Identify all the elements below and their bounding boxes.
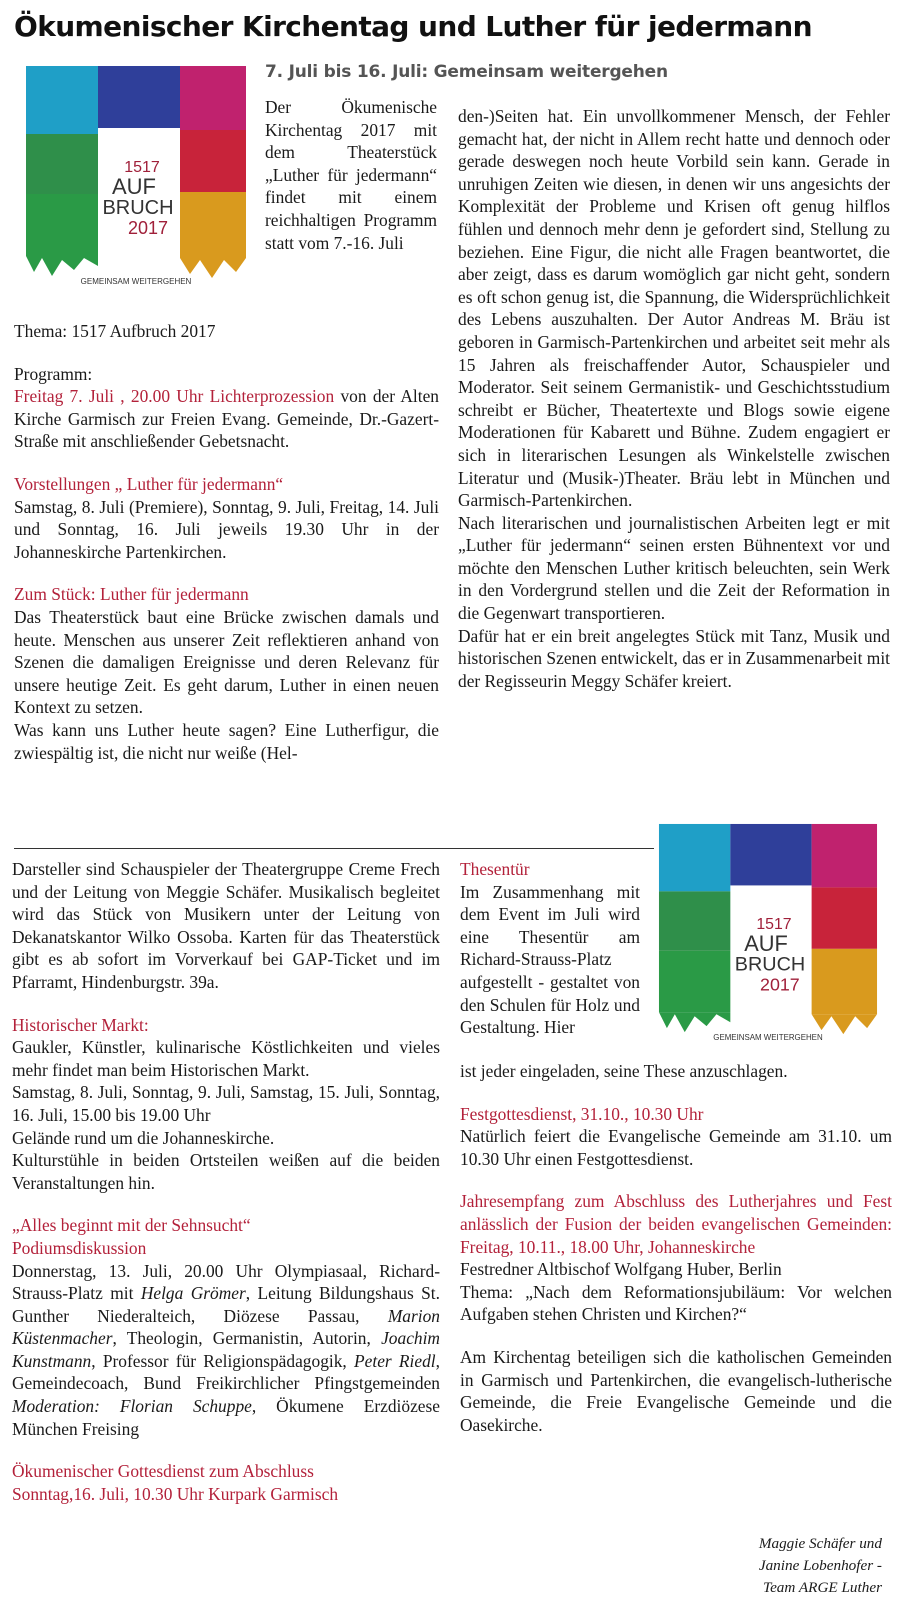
author-signature [712,1533,882,1599]
thesentuer-cont: ist jeder eingeladen, seine These anzuschlagen. [460,1061,788,1081]
right-column-p1: den-)Seiten hat. Ein unvollkommener Mensch, der Fehler gemacht hat, der nicht in Allem recht hatte und dennoch oder gerade deswegen noch heute Vorbild sein kann. Gerade in unruhigen Zeiten wie diesen, in denen wir uns angesichts der Komplexität der Probleme und Krisen oft genug hilflos fühlen und dennoch mehr denn je gefordert sind, Stellung zu beziehen. Eine Figur, die nicht alle Fragen beantwortet, die aber zeigt, dass es darum womöglich gar nicht geht, sondern es oft schon genug ist, die Spannung, die Widersprüchlichkeit des Lebens auszuhalten. Der Autor Andreas M. Bräu ist geboren in Garmisch-Partenkirchen und arbeitet seit mehr als 15 Jahren als freischaffender Autor, Schauspieler und Moderator. Seit seinem Germanistik- und Geschichtsstudium schreibt er Bücher, Theatertexte und Blogs sowie eigene Moderationen für Kabarett und Bühne. Zudem engagiert er sich in literarischen Lesungen als Winkelstelle zwischen Literatur und (Musik-)Theater. Bräu lebt in München und Garmisch-Partenkirchen. [458,106,890,511]
thema-line: Thema: 1517 Aufbruch 2017 [14,321,216,341]
thesentuer-text: Im Zusammenhang mit dem Event im Juli wird eine Thesentür am Richard-Strauss-Platz aufgestellt - gestaltet von den Schulen für Holz und Gestaltung. Hier [460,881,640,1038]
author-line2: Janine Lobenhofer - [758,1557,882,1574]
markt-p3: Gelände rund um die Johanneskirche. [12,1127,275,1148]
podium-name: Peter Riedl [354,1350,436,1371]
logo-year-bottom: 2017 [127,218,169,238]
jahresempfang-p1: Festredner Altbischof Wolfgang Huber, Berlin [460,1259,782,1280]
logo-line1: AUF [112,174,156,199]
festgottesdienst-heading: Festgottesdienst, 31.10., 10.30 Uhr [460,1103,704,1124]
intro-text: Der Ökumenische Kirchentag 2017 mit dem Theaterstück „Luther für jedermann“ findet mit einem reichhaltigen Programm statt vom 7.-16. Juli [265,97,437,253]
podium-text-part: , Leitung Bildungshaus St. Gunther Niederalteich, Diözese Passau, [12,1283,440,1326]
festgottesdienst-text: Natürlich feiert die Evangelische Gemeinde am 31.10. um 10.30 Uhr einen Festgottesdienst. [460,1126,892,1169]
darsteller-text: Darsteller sind Schauspieler der Theatergruppe Creme Frech und der Leitung von Meggie Schäfer. Musikalisch begleitet wird das Stück von Musikern unter der Leitung von Dekanatskantor Wilko Ossoba. Karten für das Theaterstück gibt es ab sofort im Vorverkauf bei GAP-Ticket und im Pfarramt, Hindenburgstr. 39a. [12,859,440,992]
podium-heading-1: „Alles beginnt mit der Sehnsucht“ [12,1215,251,1236]
markt-heading: Historischer Markt: [12,1014,149,1035]
friday-block [14,385,439,453]
logo-year-top: 1517 [756,916,792,934]
logo-year-bottom: 2017 [760,974,800,995]
gottesdienst-line2: Sonntag,16. Juli, 10.30 Uhr Kurpark Garmisch [12,1483,339,1504]
friday-heading: Freitag 7. Juli , 20.00 Uhr Lichterprozession [14,386,335,407]
jahresempfang-heading: Jahresempfang zum Abschluss des Lutherjahres und Fest anlässlich der Fusion der beiden evangelischen Gemeinden: Freitag, 10.11., 18.00 Uhr, Johanneskirche [460,1191,892,1257]
markt-p4: Kulturstühle in beiden Ortsteilen weißen auf die beiden Veranstaltungen hin. [12,1150,440,1193]
podium-text-part: , Ökumene Erzdiözese München Freising [12,1396,440,1439]
podium-heading-2: Podiumsdiskussion [12,1237,147,1258]
jahresempfang-p3: Am Kirchentag beteiligen sich die katholischen Gemeinden in Garmisch und Partenkirchen, die evangelisch-lutherische Gemeinde, die Freie Evangelische Gemeinde und die Oasekirche. [460,1346,892,1435]
page-title: Ökumenischer Kirchentag und Luther für jedermann [14,10,812,43]
vorstellungen-heading: Vorstellungen „ Luther für jedermann“ [14,473,284,494]
podium-name: Moderation: Florian Schuppe [12,1396,252,1417]
logo-line1: AUF [744,930,788,956]
markt-p1: Gaukler, Künstler, kulinarische Köstlichkeiten und vieles mehr findet man beim Historischen Markt. [12,1037,440,1080]
stueck-p1: Das Theaterstück baut eine Brücke zwischen damals und heute. Menschen aus unserer Zeit reflektieren anhand von Szenen die damaligen Ereignisse und deren Relevanz für unsere heutige Zeit. Es geht darum, Luther in einen neuen Kontext zu setzen. [14,606,439,718]
podium-name: Marion Küstenmacher [12,1305,440,1349]
logo-line2: BRUCH [734,953,806,976]
logo-caption: GEMEINSAM WEITERGEHEN [713,1033,823,1043]
right-column-p2: Nach literarischen und journalistischen Arbeiten legt er mit „Luther für jedermann“ seinen ersten Bühnentext vor und möchte den Menschen Luther kritisch beleuchten, sein Werk in den Vordergrund stellen und die Zeit der Reformation in die Gegenwart transportieren. [458,512,890,624]
vorstellungen-text: Samstag, 8. Juli (Premiere), Sonntag, 9. Juli, Freitag, 14. Juli und Sonntag, 16. Juli jeweils 19.30 Uhr in der Johanneskirche Partenkirchen. [14,496,439,562]
author-line1: Maggie Schäfer und [758,1535,882,1552]
friday-text: von der Alten Kirche Garmisch zur Freien Evang. Gemeinde, Dr.-Gazert-Straße mit anschließender Gebetsnacht. [14,386,440,452]
gottesdienst-line1: Ökumenischer Gottesdienst zum Abschluss [12,1461,314,1482]
podium-text-part: , Theologin, Germanistin, Autorin, [112,1328,382,1349]
podium-text-part: , Professor für Religionspädagogik, [91,1350,355,1371]
podium-text-part: , Gemeindecoach, Bund Freikirchlicher Pfingstgemeinden [12,1350,440,1394]
thesentuer-heading: Thesentür [460,859,530,879]
aufbruch-logo-bottom [650,820,886,1044]
logo-caption: GEMEINSAM WEITERGEHEN [80,277,192,286]
stueck-heading: Zum Stück: Luther für jedermann [14,584,249,605]
markt-p2: Samstag, 8. Juli, Sonntag, 9. Juli, Samstag, 15. Juli, Sonntag, 16. Juli, 15.00 bis 19.00 Uhr [12,1082,440,1125]
section-divider [14,848,654,849]
logo-line2: BRUCH [102,197,174,219]
stueck-p2: Was kann uns Luther heute sagen? Eine Lutherfigur, die zwiespältig ist, die nicht nur weiße (Hel- [14,719,439,763]
author-line3: Team ARGE Luther [763,1579,882,1596]
subtitle: 7. Juli bis 16. Juli: Gemeinsam weitergehen [265,62,668,82]
podium-name: Joachim Kunstmann [12,1328,440,1371]
aufbruch-logo-top [22,62,250,288]
logo-year-top: 1517 [124,159,160,176]
programm-label: Programm: [14,363,93,384]
jahresempfang-p2: Thema: „Nach dem Reformationsjubiläum: Vor welchen Aufgaben stehen Christen und Kirchen?“ [460,1281,892,1325]
podium-text-part: Donnerstag, 13. Juli, 20.00 Uhr Olympiasaal, Richard-Strauss-Platz mit [12,1260,440,1304]
podium-text [12,1260,440,1441]
right-column-p3: Dafür hat er ein breit angelegtes Stück mit Tanz, Musik und historischen Szenen entwickelt, das er in Zusammenarbeit mit der Regisseurin Meggy Schäfer kreiert. [458,625,890,691]
podium-name: Helga Grömer [140,1283,246,1304]
